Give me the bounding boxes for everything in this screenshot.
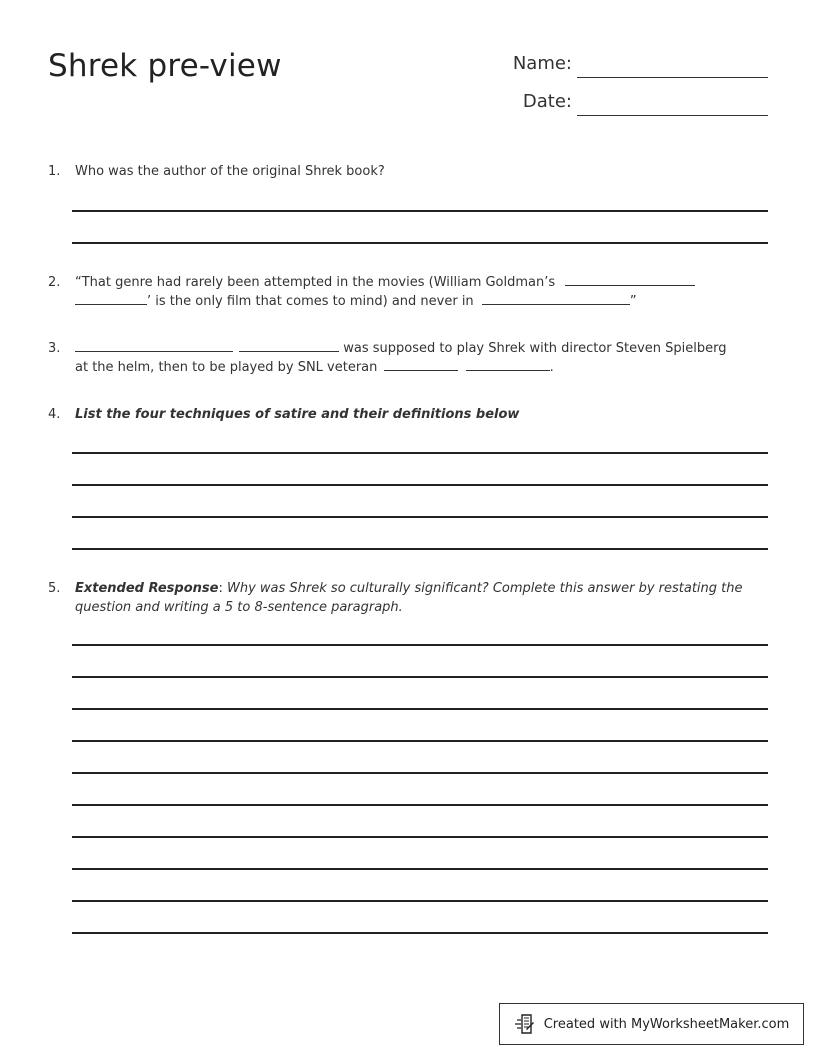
fill-in-blank[interactable]: [466, 358, 550, 371]
date-label: Date:: [522, 91, 572, 112]
extended-response-prompt: Why was Shrek so culturally significant? Complete this answer by restating the question and writing a 5 to 8-sentence paragraph.: [75, 581, 743, 615]
name-field-line[interactable]: [577, 77, 768, 78]
question-text: List the four techniques of satire and their definitions below: [75, 407, 520, 422]
answer-line[interactable]: [72, 932, 768, 934]
question-text-part: ’ is the only film that comes to mind) and never in: [147, 294, 474, 309]
answer-line[interactable]: [72, 644, 768, 646]
question-number: 1.: [48, 164, 61, 179]
question-text-part: “That genre had rarely been attempted in the movies (William Goldman’s: [75, 275, 556, 290]
answer-line[interactable]: [72, 772, 768, 774]
answer-line[interactable]: [72, 516, 768, 518]
answer-line[interactable]: [72, 484, 768, 486]
answer-line[interactable]: [72, 868, 768, 870]
question-text: [75, 273, 768, 311]
answer-line[interactable]: [72, 242, 768, 244]
answer-line[interactable]: [72, 210, 768, 212]
question-number: 4.: [48, 407, 61, 422]
question-number: 5.: [48, 581, 61, 596]
answer-line[interactable]: [72, 708, 768, 710]
footer-credit-box[interactable]: [499, 1003, 804, 1045]
worksheet-title: Shrek pre-view: [48, 48, 282, 84]
answer-line[interactable]: [72, 676, 768, 678]
question-number: 3.: [48, 341, 61, 356]
answer-line[interactable]: [72, 836, 768, 838]
question-text: Who was the author of the original Shrek book?: [75, 164, 385, 179]
question-text-part: .: [549, 360, 554, 375]
question-colon: :: [218, 581, 227, 596]
question-text-part: was supposed to play Shrek with director Steven Spielberg: [343, 341, 727, 356]
answer-line[interactable]: [72, 452, 768, 454]
date-field-line[interactable]: [577, 115, 768, 116]
question-text: [75, 339, 768, 377]
footer-credit-text: Created with MyWorksheetMaker.com: [543, 1016, 790, 1032]
question-number: 2.: [48, 275, 61, 290]
answer-line[interactable]: [72, 900, 768, 902]
fill-in-blank[interactable]: [384, 358, 458, 371]
question-text-part: ”: [629, 294, 637, 309]
date-field-row: [480, 86, 770, 116]
fill-in-blank[interactable]: [239, 339, 339, 352]
worksheet-maker-logo-icon: [514, 1013, 536, 1035]
answer-line[interactable]: [72, 740, 768, 742]
question-text: [75, 579, 768, 617]
answer-line[interactable]: [72, 548, 768, 550]
fill-in-blank[interactable]: [75, 292, 147, 305]
name-label: Name:: [512, 53, 572, 74]
fill-in-blank[interactable]: [565, 273, 695, 286]
question-text-part: at the helm, then to be played by SNL veteran: [75, 360, 378, 375]
fill-in-blank[interactable]: [75, 339, 233, 352]
fill-in-blank[interactable]: [482, 292, 630, 305]
answer-line[interactable]: [72, 804, 768, 806]
extended-response-label: Extended Response: [75, 581, 219, 596]
name-field-row: [480, 48, 770, 78]
